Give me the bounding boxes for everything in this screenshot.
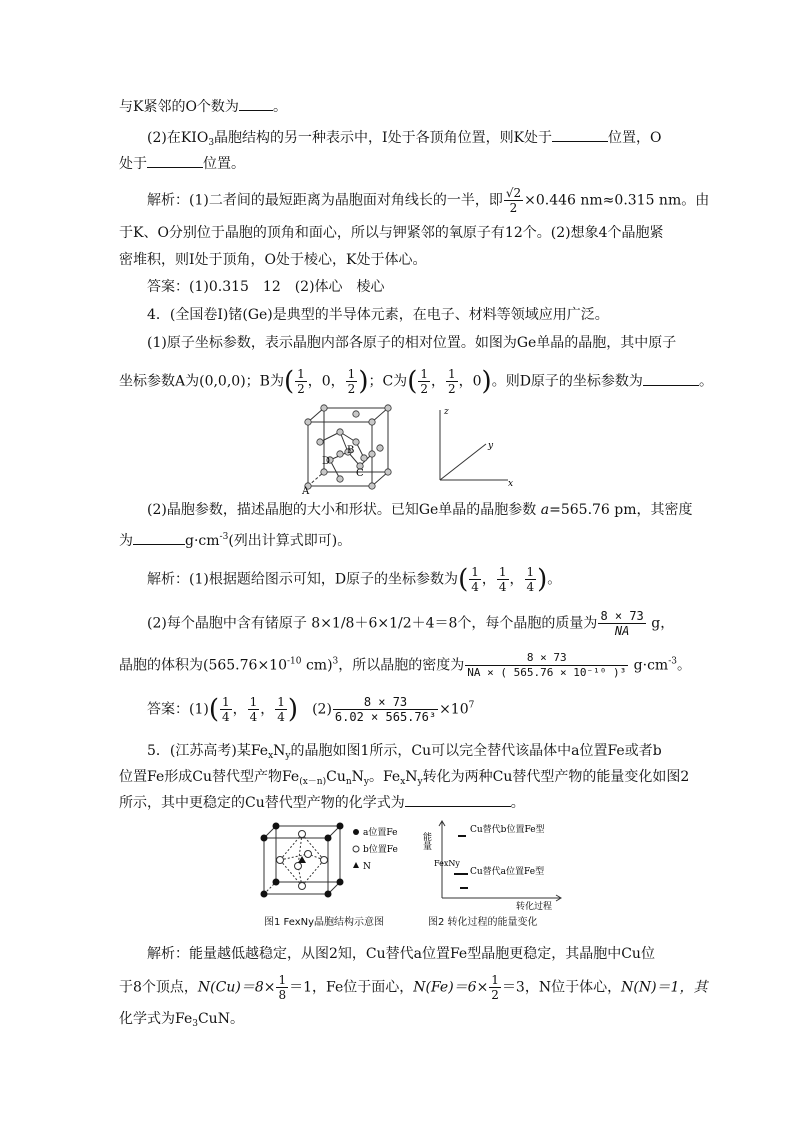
answer-blank	[147, 153, 203, 168]
legend-n: N	[363, 862, 371, 872]
energy-axis-label: 能量	[421, 832, 431, 850]
numerator: 1	[297, 367, 305, 381]
paren: )	[537, 564, 548, 595]
text: 。Fe	[368, 769, 401, 785]
q5-line-2	[119, 767, 689, 792]
label-d: D	[322, 456, 331, 467]
superscript: -3	[219, 532, 229, 542]
q3-answer: 答案：(1)0.315 12 (2)体心 棱心	[147, 279, 385, 295]
q4-analysis-3	[119, 651, 691, 680]
energy-change-diagram	[420, 818, 570, 910]
text: 坐标参数A为(0,0,0)；B为	[119, 373, 284, 390]
subscript: x	[268, 751, 274, 761]
answer-blank	[133, 530, 185, 545]
q4-answer: 答案：(1)( $\frac{1}{4}$ ， $\frac{1}{4}$ ， $\frac{1}{4}$ ) (2) $\frac{8 \times 73}{\text{6.02 × 565.76³}}$ $\times 10^7$	[147, 694, 475, 725]
legend-b-position-fe: b位置Fe	[363, 845, 398, 855]
denominator: 8	[278, 988, 287, 1002]
fraction	[333, 695, 438, 724]
superscript: 7	[468, 700, 475, 711]
text: =565.76 pm，其密度	[549, 502, 693, 518]
denominator: 4	[498, 580, 507, 594]
numerator: 1	[491, 973, 499, 987]
q5-analysis-2	[119, 973, 707, 1002]
subscript: (x－n)	[299, 777, 327, 787]
q5-line-1	[147, 741, 662, 766]
text: 为	[119, 533, 133, 549]
label-b: B	[347, 445, 355, 456]
denominator: 2	[297, 382, 305, 396]
text: N	[351, 769, 364, 785]
text: 。	[676, 657, 691, 674]
text: (2)	[312, 701, 332, 718]
fraction	[504, 186, 523, 215]
figure-1-caption: 图1 FexNy晶胞结构示意图	[264, 917, 385, 928]
subscript: x	[400, 777, 406, 787]
answer-blank	[405, 792, 511, 807]
text: (列出计算式即可)。	[228, 533, 352, 549]
label-c: C	[356, 468, 364, 479]
denominator: 6.02 × 565.76³	[334, 710, 437, 724]
subscript: n	[345, 777, 352, 787]
superscript: -10	[287, 656, 302, 667]
ge-unit-cell-diagram	[300, 402, 420, 494]
fraction	[275, 695, 287, 724]
numerator: 1	[222, 695, 230, 709]
q4-analysis-1: 解析：(1)根据题给图示可知，D原子的坐标参数为( $\frac{1}{4}$ ， $\frac{1}{4}$ ， $\frac{1}{4}$ )。	[147, 564, 562, 595]
paren: (	[208, 694, 219, 725]
numerator: 8 × 73	[600, 609, 644, 623]
denominator: NA	[614, 624, 630, 638]
fraction	[465, 651, 628, 680]
numerator: 1	[249, 695, 258, 709]
paren: (	[458, 564, 469, 595]
fraction	[276, 973, 288, 1002]
q4-analysis-2	[147, 609, 674, 638]
denominator: 2	[447, 382, 456, 396]
text: g·cm	[185, 533, 220, 549]
text: a	[540, 502, 550, 518]
numerator: 1	[277, 695, 285, 709]
fraction	[220, 695, 232, 724]
text: 位置Fe形成Cu替代型产物Fe	[119, 769, 300, 785]
text: N(N)＝1，其	[621, 979, 708, 996]
text: 5．(江苏高考)某Fe	[147, 743, 269, 759]
text: 转化为两种Cu替代型产物的能量变化如图2	[422, 769, 690, 785]
fexny-label: FexNy	[434, 859, 460, 868]
denominator: NA × ( 565.76 × 10⁻¹⁰ )³	[467, 666, 627, 679]
denominator: 2	[491, 988, 499, 1002]
text: 。则D原子的坐标参数为	[491, 373, 643, 390]
fraction	[346, 367, 358, 396]
text: (2)每个晶胞中含有锗原子 8×1/8＋6×1/2＋4＝8个，每个晶胞的质量为	[147, 615, 598, 632]
text: 晶胞的体积为(565.76×10	[119, 657, 287, 674]
cu-replace-b-label: Cu替代b位置Fe型	[470, 825, 545, 835]
text: 。	[510, 795, 525, 811]
energy-x-axis-label: 转化过程	[516, 902, 553, 910]
text: 位置，O	[608, 130, 662, 146]
subscript: 3	[208, 138, 215, 148]
text: 0	[472, 373, 482, 390]
text: N	[405, 769, 418, 785]
text: ；C为	[368, 373, 408, 390]
numerator: 8 × 73	[333, 695, 438, 710]
numerator: 1	[347, 367, 356, 381]
text: 。	[547, 571, 562, 588]
q4-title: 4．(全国卷Ⅰ)锗(Ge)是典型的半导体元素，在电子、材料等领域应用广泛。	[147, 307, 609, 323]
text: 处于	[119, 156, 147, 172]
denominator: 2	[509, 201, 518, 215]
denominator: 2	[347, 382, 356, 396]
text: CuN。	[197, 1011, 244, 1027]
denominator: 4	[222, 710, 230, 724]
numerator: 1	[447, 367, 456, 381]
q3-analysis-2: 于K、O分别位于晶胞的顶角和面心，所以与钾紧邻的氧原子有12个。(2)想象4个晶胞紧	[119, 225, 664, 241]
q3-analysis-1	[147, 186, 709, 215]
numerator: √2	[505, 186, 522, 200]
answer-blank	[552, 127, 608, 142]
q3-line-1	[119, 96, 287, 117]
text: N	[273, 743, 286, 759]
cu-replace-a-label: Cu替代a位置Fe型	[470, 867, 545, 877]
text: g·cm	[633, 657, 669, 674]
text: (2)在KIO	[147, 130, 209, 146]
text: 所示，其中更稳定的Cu替代型产物的化学式为	[119, 795, 405, 811]
answer-blank	[643, 371, 699, 386]
q3-line-2	[147, 127, 662, 153]
q4-part2-line1	[147, 500, 693, 520]
text: ，所以晶胞的密度为	[338, 657, 465, 674]
text: cm)	[305, 657, 333, 674]
numerator: 1	[420, 367, 428, 381]
fraction	[446, 367, 458, 396]
text: N(Fe)＝6×	[413, 979, 489, 996]
text: 与K紧邻的O个数为	[119, 99, 239, 115]
answer-blank	[239, 96, 273, 111]
text: 位置。	[203, 156, 245, 172]
text: (2)晶胞参数，描述晶胞的大小和形状。已知Ge单晶的晶胞参数	[147, 502, 537, 518]
axis-y-label: y	[488, 441, 494, 451]
fraction	[248, 695, 260, 724]
text: ＝3，N位于体心，	[501, 979, 622, 996]
q3-analysis-3: 密堆积，则I处于顶角，O处于棱心，K处于体心。	[119, 252, 427, 268]
q5-line-3	[119, 792, 525, 813]
q4-part1-line1: (1)原子坐标参数，表示晶胞内部各原子的相对位置。如图为Ge单晶的晶胞，其中原子	[147, 335, 677, 351]
text: ×0.446 nm≈0.315 nm。由	[524, 192, 710, 209]
text: g，	[651, 615, 675, 632]
subscript: y	[417, 777, 423, 787]
figure-2-caption: 图2 转化过程的能量变化	[428, 917, 538, 928]
fraction	[295, 367, 307, 396]
numerator: 1	[498, 565, 507, 579]
axis-z-label: z	[444, 407, 449, 417]
paren: )	[287, 694, 299, 725]
denominator: 4	[277, 710, 285, 724]
text: 于8个顶点，	[119, 979, 198, 996]
paren: )	[481, 366, 492, 397]
text: 解析：(1)根据题给图示可知，D原子的坐标参数为	[147, 571, 459, 588]
denominator: 4	[249, 710, 258, 724]
numerator: 1	[526, 565, 535, 579]
paren: (	[283, 366, 295, 397]
numerator: 1	[471, 565, 479, 579]
fraction	[525, 565, 537, 594]
subscript: 3	[192, 1019, 198, 1029]
fraction	[469, 565, 481, 594]
denominator: 4	[526, 580, 535, 594]
q3-line-3	[119, 153, 245, 174]
fraction	[489, 973, 501, 1002]
q4-part1-line2: 坐标参数A为(0,0,0)；B为( $\frac{1}{2}$ ，0， $\frac{1}{2}$ )；C为( $\frac{1}{2}$ ， $\frac{1}{2}$ ，0)。则D原子的坐标参数为 。	[119, 366, 713, 397]
text: 0	[321, 373, 331, 390]
subscript: y	[285, 751, 291, 761]
text: ×10	[439, 701, 469, 718]
fraction	[598, 609, 645, 638]
fexny-unit-cell-diagram	[258, 820, 418, 912]
text: ＝1，Fe位于面心，	[289, 979, 414, 996]
subscript: y	[363, 777, 369, 787]
text: 的晶胞如图1所示，Cu可以完全替代该晶体中a位置Fe或者b	[290, 743, 662, 759]
text: 。	[272, 99, 287, 115]
superscript: -3	[668, 656, 677, 667]
numerator: 1	[278, 973, 287, 987]
paren: (	[407, 366, 418, 397]
coordinate-axes-diagram	[430, 404, 518, 488]
text: 化学式为Fe	[119, 1011, 193, 1027]
superscript: 3	[332, 656, 339, 667]
legend-a-position-fe: a位置Fe	[363, 828, 398, 838]
q5-analysis-1: 解析：能量越低越稳定，从图2知，Cu替代a位置Fe型晶胞更稳定，其晶胞中Cu位	[147, 946, 655, 962]
text: Cu	[326, 769, 346, 785]
fraction	[418, 367, 430, 396]
denominator: 4	[471, 580, 479, 594]
numerator: 8 × 73	[465, 651, 628, 666]
axis-x-label: x	[508, 479, 514, 488]
text: N(Cu)＝8×	[197, 979, 276, 996]
text: 解析：(1)二者间的最短距离为晶胞面对角线长的一半，即	[147, 192, 503, 209]
denominator: 2	[420, 382, 428, 396]
q5-analysis-3	[119, 1009, 244, 1034]
text: 晶胞结构的另一种表示中，I处于各顶角位置，则K处于	[214, 130, 553, 146]
text: 答案：(1)	[147, 701, 209, 718]
paren: )	[358, 366, 369, 397]
text: 。	[698, 373, 713, 390]
fraction	[497, 565, 509, 594]
q4-part2-line2	[119, 527, 351, 551]
label-a: A	[302, 486, 310, 494]
